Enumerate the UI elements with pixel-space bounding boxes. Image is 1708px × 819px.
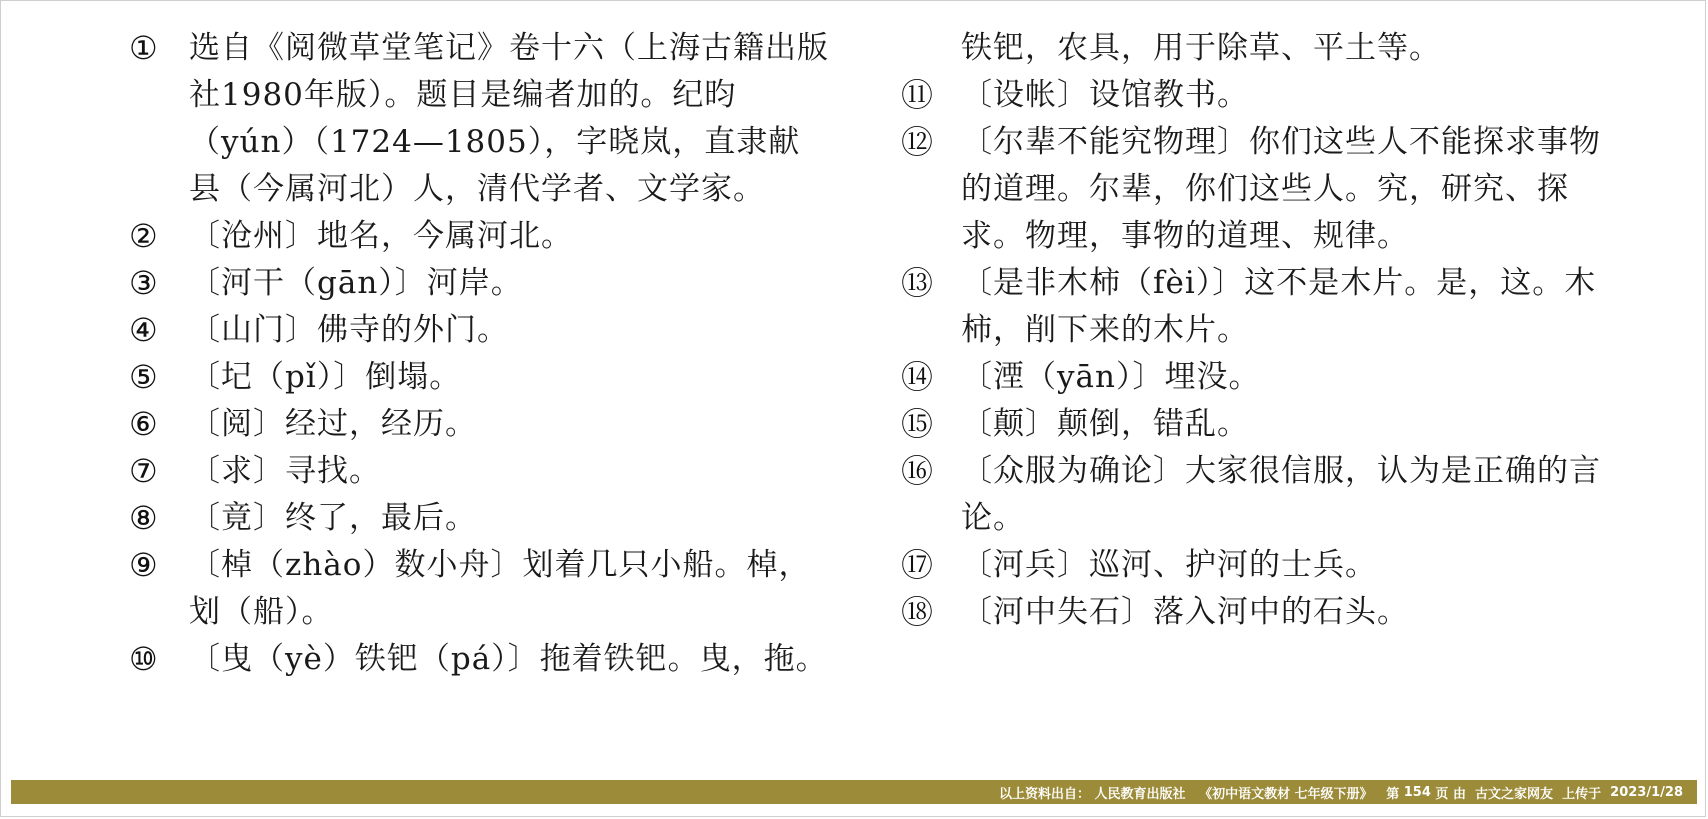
note-number: ⑫ xyxy=(901,123,935,161)
note-item xyxy=(129,542,829,636)
note-item xyxy=(129,354,829,401)
note-text: 〔湮（yān）〕埋没。 xyxy=(961,359,1261,395)
note-item xyxy=(129,260,829,307)
note-text: 〔颠〕颠倒，错乱。 xyxy=(961,406,1249,442)
note-item xyxy=(129,495,829,542)
note-item xyxy=(901,119,1611,260)
note-text: 〔竟〕终了，最后。 xyxy=(189,500,477,536)
note-number: ⑦ xyxy=(129,452,159,490)
note-number: ⑪ xyxy=(901,76,935,114)
note-item xyxy=(901,260,1611,354)
note-number: ③ xyxy=(129,264,159,302)
note-text: 〔河兵〕巡河、护河的士兵。 xyxy=(961,547,1377,583)
note-number: ⑨ xyxy=(129,546,159,584)
note-number: ⑯ xyxy=(901,452,935,490)
footer-date: 2023/1/28 xyxy=(1610,784,1683,800)
note-number: ⑤ xyxy=(129,358,159,396)
note-number: ⑰ xyxy=(901,546,935,584)
notes-right-column xyxy=(901,25,1611,636)
note-text: 〔设帐〕设馆教书。 xyxy=(961,77,1249,113)
note-text: 〔众服为确论〕大家很信服，认为是正确的言论。 xyxy=(961,453,1601,536)
note-number: ⑮ xyxy=(901,405,935,443)
note-item xyxy=(129,448,829,495)
note-text: 〔山门〕佛寺的外门。 xyxy=(189,312,509,348)
note-text: 〔尔辈不能究物理〕你们这些人不能探求事物的道理。尔辈，你们这些人。究，研究、探求。物理，事物的道理、规律。 xyxy=(961,124,1601,254)
note-text: 〔棹（zhào）数小舟〕划着几只小船。棹，划（船）。 xyxy=(189,547,811,630)
note-item xyxy=(901,542,1611,589)
note-item xyxy=(901,589,1611,636)
note-item xyxy=(129,636,829,683)
footer-source-label: 以上资料出自： xyxy=(998,786,1090,802)
note-item xyxy=(129,25,829,213)
note-item xyxy=(901,448,1611,542)
note-item xyxy=(901,354,1611,401)
note-text: 〔河干（gān）〕河岸。 xyxy=(189,265,523,301)
footer-publisher: 人民教育出版社 xyxy=(1094,786,1186,802)
note-item xyxy=(901,401,1611,448)
note-number: ⑧ xyxy=(129,499,159,537)
note-text: 选自《阅微草堂笔记》卷十六（上海古籍出版社1980年版）。题目是编者加的。纪昀（yún）（1724—1805），字晓岚，直隶献县（今属河北）人，清代学者、文学家。 xyxy=(189,30,829,207)
note-text: 〔阅〕经过，经历。 xyxy=(189,406,477,442)
footer-book-title: 《初中语文教材 七年级下册》 xyxy=(1199,786,1373,802)
note-item xyxy=(129,307,829,354)
note-text: 〔求〕寻找。 xyxy=(189,453,381,489)
footer-uploaded-label: 上传于 xyxy=(1562,786,1602,802)
note-item xyxy=(901,72,1611,119)
footer-page-suffix: 页 由 xyxy=(1435,786,1466,802)
note-text: 铁钯，农具，用于除草、平土等。 xyxy=(961,30,1441,66)
note-number: ④ xyxy=(129,311,159,349)
note-number: ⑩ xyxy=(129,640,159,678)
note-item xyxy=(129,213,829,260)
notes-left-column xyxy=(129,25,829,683)
note-number: ⑥ xyxy=(129,405,159,443)
note-text: 〔曳（yè）铁钯（pá）〕拖着铁钯。曳，拖。 xyxy=(189,641,828,677)
note-continuation xyxy=(901,25,1611,72)
source-footer-bar xyxy=(11,780,1697,804)
note-text: 〔圮（pǐ）〕倒塌。 xyxy=(189,359,462,395)
note-text: 〔沧州〕地名，今属河北。 xyxy=(189,218,573,254)
footer-page-number: 154 xyxy=(1403,784,1431,800)
note-number: ⑱ xyxy=(901,593,935,631)
note-text: 〔河中失石〕落入河中的石头。 xyxy=(961,594,1409,630)
footer-uploader: 古文之家网友 xyxy=(1475,786,1554,802)
note-number: ⑭ xyxy=(901,358,935,396)
note-number: ⑬ xyxy=(901,264,935,302)
footer-page-prefix: 第 xyxy=(1386,786,1400,802)
note-number: ② xyxy=(129,217,159,255)
note-item xyxy=(129,401,829,448)
note-number: ① xyxy=(129,29,159,67)
note-text: 〔是非木柿（fèi）〕这不是木片。是，这。木柿，削下来的木片。 xyxy=(961,265,1597,348)
